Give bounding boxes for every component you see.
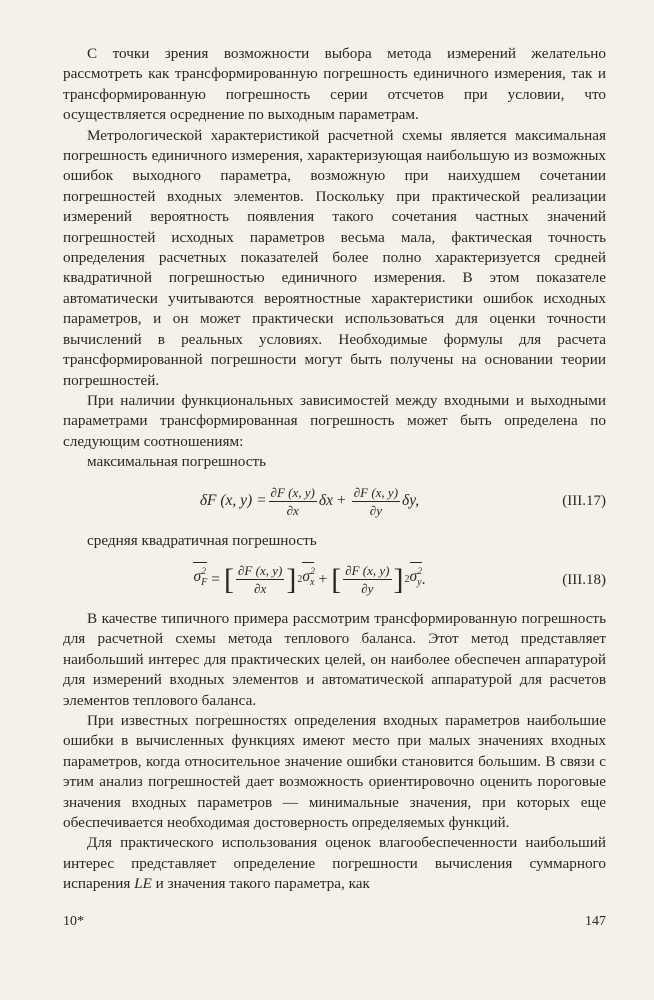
eq2-sigma-y: σ 2 $_y$ — [410, 567, 422, 593]
equation-label-max-error: максимальная погрешность — [87, 453, 267, 471]
eq1-delta-y: δy, — [402, 492, 420, 510]
paragraph-5: При известных погрешностях определения входных параметров наибольшие ошибки в вычисленных функциях имеют место при малых значениях входных параметров, когда относительное значение ошибки становится большим. В связи с этим анализ погрешностей дает возможность ориентировочно оценить пороговые значения входных параметров — минимальные значения, при которых еще обеспечивается необходимая достоверность определяемых функций. — [63, 711, 606, 831]
eq2-fraction-y — [343, 563, 391, 596]
paragraph-3: При наличии функциональных зависимостей между входными и выходными параметрами трансформированная погрешность может быть определена по следующим соотношениям: — [63, 391, 606, 450]
eq2-denominator-x: ∂x — [254, 581, 267, 597]
symbol-LE: LE — [134, 875, 152, 893]
eq2-sigma-x: σ 2 $_x$ — [302, 567, 314, 593]
eq1-delta-x: δx — [318, 492, 333, 510]
paragraph-4: В качестве типичного примера рассмотрим трансформированную погрешность для расчетной схемы метода теплового баланса. Этот метод представляет наибольший интерес для практических целей, он наиболее обеспечен аппаратурой для измерений входных элементов и автоматической аппаратурой для расчетов элементов теплового баланса. — [63, 609, 606, 709]
eq2-equals: = — [211, 570, 220, 588]
eq2-power-1: 2 — [297, 573, 303, 585]
eq1-lhs: δF (x, y) = — [199, 492, 267, 510]
eq2-fraction-x — [236, 563, 284, 596]
page-footer — [63, 914, 606, 930]
eq1-numerator-x: ∂F (x, y) — [270, 485, 315, 501]
paragraph-1: С точки зрения возможности выбора метода измерений желательно рассмотреть как трансформированную погрешность единичного измерения, так и трансформированную погрешность серии отсчетов при условии, что осуществляется осреднение по выходным параметрам. — [63, 45, 606, 124]
eq2-numerator-y: ∂F (x, y) — [345, 563, 390, 579]
page-number: 147 — [585, 914, 606, 929]
eq2-denominator-y: ∂y — [361, 581, 374, 597]
body-text — [63, 44, 606, 895]
eq2-power-2: 2 — [404, 573, 410, 585]
eq1-fraction-y — [352, 485, 400, 518]
paragraph-2: Метрологической характеристикой расчетной схемы является максимальная погрешность единичного измерения, характеризующая наибольшую из возможных ошибок выходного параметра, возможную при наихудшем сочетании погрешностей входных элементов. Поскольку при практической реализации измерений вероятность появления такого сочетания частных значений погрешностей исходных параметров весьма мала, фактическая точность определения расчетных показателей более полно характеризуется средней квадратичной погрешностью единичного измерения. В этом показателе автоматически учитываются вероятностные характеристики ошибок исходных параметров, и он может практически использоваться для оценки точности вычислений в реальных условиях. Необходимые формулы для расчета трансформированной погрешности могут быть получены на основании теории погрешностей. — [63, 126, 606, 389]
eq2-plus: + — [318, 570, 328, 588]
equation-III-18: σ 2 $_F$ = [ $\frac{\partial F (x, y)}{\partial x}$ ] 2 σ 2 $_x$ + [ $\frac{\partial F (x, y)}{\partial y}$ ] 2 σ 2 $_y$ . (III.18) — [193, 562, 606, 597]
eq2-lhs-sigma: σ 2 $_F$ — [193, 567, 207, 593]
eq1-denominator-x: ∂x — [286, 503, 299, 519]
eq1-fraction-x — [269, 485, 317, 518]
eq1-denominator-y: ∂y — [369, 503, 382, 519]
eq2-tail: . — [421, 570, 426, 588]
eq1-plus: + — [336, 492, 346, 510]
equation-III-17 — [63, 473, 606, 531]
eq2-numerator-x: ∂F (x, y) — [238, 563, 283, 579]
equation-label-rms-error: средняя квадратичная погрешность — [87, 531, 317, 549]
paragraph-6: Для практического использования оценок влагообеспеченности наибольший интерес представляет определение погрешности вычисления суммарного испарения LE и значения такого параметра, как — [63, 834, 606, 893]
equation-number-III-18: (III.18) — [562, 571, 606, 588]
signature-mark: 10* — [63, 914, 84, 929]
eq1-numerator-y: ∂F (x, y) — [353, 485, 399, 501]
equation-number-III-17: (III.17) — [562, 493, 606, 510]
